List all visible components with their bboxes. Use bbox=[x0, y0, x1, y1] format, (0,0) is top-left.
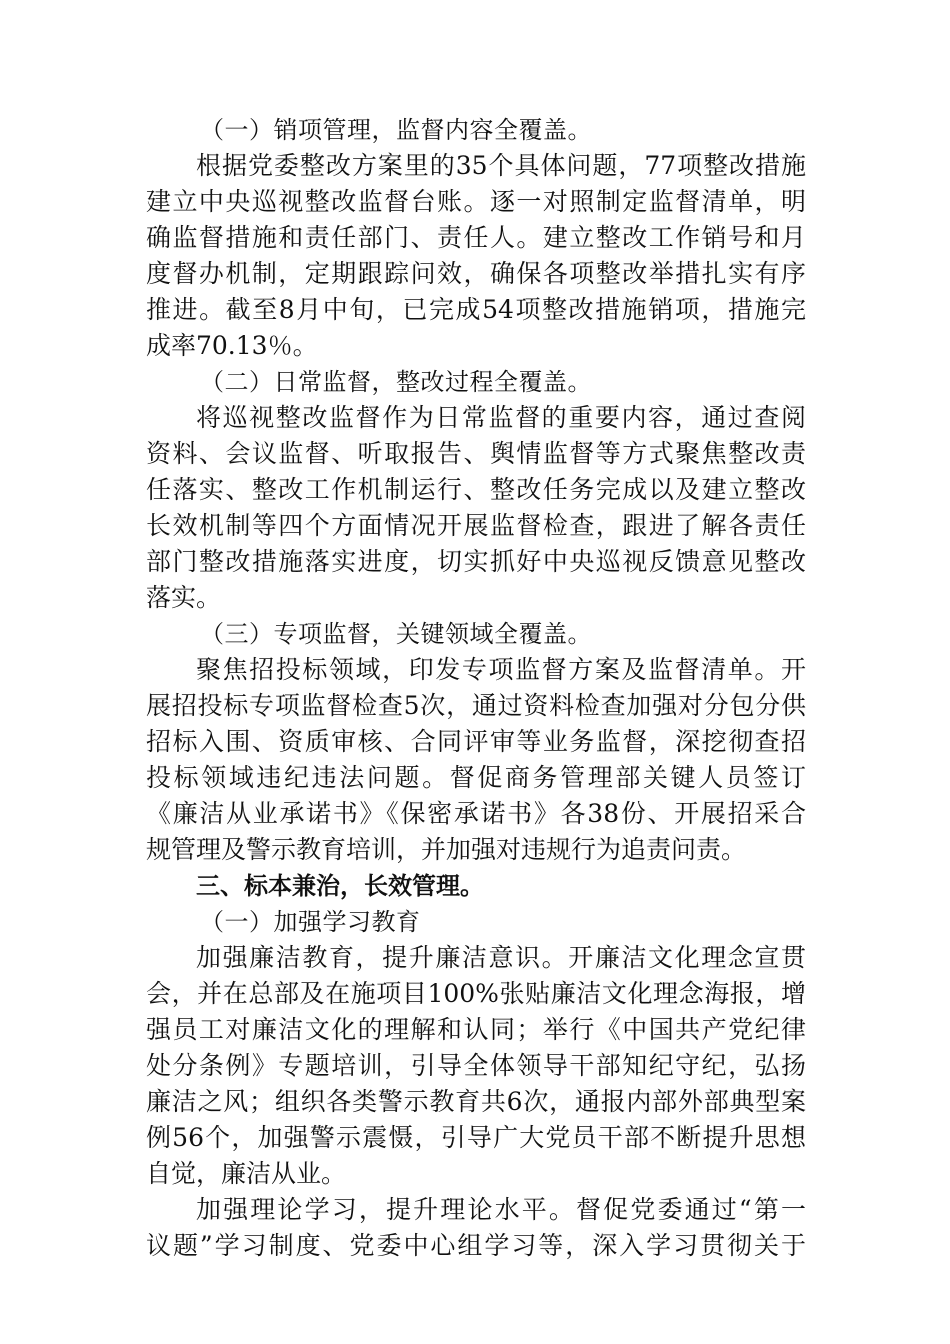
paragraph-line: 将巡视整改监督作为日常监督的重要内容，通过查阅 bbox=[196, 403, 806, 432]
paragraph-line: 展招投标专项监督检查5次，通过资料检查加强对分包分供 bbox=[146, 691, 806, 720]
paragraph-line: 部门整改措施落实进度，切实抓好中央巡视反馈意见整改 bbox=[146, 547, 806, 576]
paragraph-line: 加强理论学习，提升理论水平。督促党委通过“第一 bbox=[196, 1195, 806, 1224]
paragraph-line: 《廉洁从业承诺书》《保密承诺书》各38份、开展招采合 bbox=[146, 799, 806, 828]
paragraph-line: 自觉，廉洁从业。 bbox=[146, 1159, 347, 1188]
paragraph-line: 投标领域违纪违法问题。督促商务管理部关键人员签订 bbox=[146, 763, 806, 792]
paragraph-line: 落实。 bbox=[146, 583, 222, 612]
document-page bbox=[146, 112, 806, 1264]
paragraph-line: 招标入围、资质审核、合同评审等业务监督，深挖彻查招 bbox=[146, 727, 806, 756]
paragraph-line: 推进。截至8月中旬，已完成54项整改措施销项，措施完 bbox=[146, 295, 806, 324]
section-heading: 三、标本兼治，长效管理。 bbox=[196, 872, 484, 900]
paragraph-line: 会，并在总部及在施项目100%张贴廉洁文化理念海报，增 bbox=[146, 979, 806, 1008]
subsection-heading: （三）专项监督，关键领域全覆盖。 bbox=[200, 620, 592, 648]
paragraph-line: 例56个，加强警示震慑，引导广大党员干部不断提升思想 bbox=[146, 1123, 806, 1152]
subsection-heading: （二）日常监督，整改过程全覆盖。 bbox=[200, 368, 592, 396]
paragraph-line: 处分条例》专题培训，引导全体领导干部知纪守纪，弘扬 bbox=[146, 1051, 806, 1080]
paragraph-line: 确监督措施和责任部门、责任人。建立整改工作销号和月 bbox=[146, 223, 806, 252]
paragraph-line: 规管理及警示教育培训，并加强对违规行为追责问责。 bbox=[146, 835, 747, 864]
paragraph-line: 议题”学习制度、党委中心组学习等，深入学习贯彻关于 bbox=[146, 1231, 806, 1260]
paragraph-line: 成率70.13％。 bbox=[146, 331, 318, 360]
paragraph-line: 度督办机制，定期跟踪问效，确保各项整改举措扎实有序 bbox=[146, 259, 806, 288]
paragraph-line: 聚焦招投标领域，印发专项监督方案及监督清单。开 bbox=[196, 655, 806, 684]
paragraph-line: 加强廉洁教育，提升廉洁意识。开廉洁文化理念宣贯 bbox=[196, 943, 806, 972]
paragraph-line: 根据党委整改方案里的35个具体问题，77项整改措施 bbox=[196, 151, 806, 180]
subsection-heading: （一）销项管理，监督内容全覆盖。 bbox=[200, 116, 592, 144]
paragraph-line: 强员工对廉洁文化的理解和认同；举行《中国共产党纪律 bbox=[146, 1015, 806, 1044]
paragraph-line: 长效机制等四个方面情况开展监督检查，跟进了解各责任 bbox=[146, 511, 806, 540]
subsection-heading: （一）加强学习教育 bbox=[200, 908, 421, 936]
paragraph-line: 任落实、整改工作机制运行、整改任务完成以及建立整改 bbox=[146, 475, 806, 504]
paragraph-line: 廉洁之风；组织各类警示教育共6次，通报内部外部典型案 bbox=[146, 1087, 806, 1116]
paragraph-line: 建立中央巡视整改监督台账。逐一对照制定监督清单，明 bbox=[146, 187, 806, 216]
paragraph-line: 资料、会议监督、听取报告、舆情监督等方式聚焦整改责 bbox=[146, 439, 806, 468]
